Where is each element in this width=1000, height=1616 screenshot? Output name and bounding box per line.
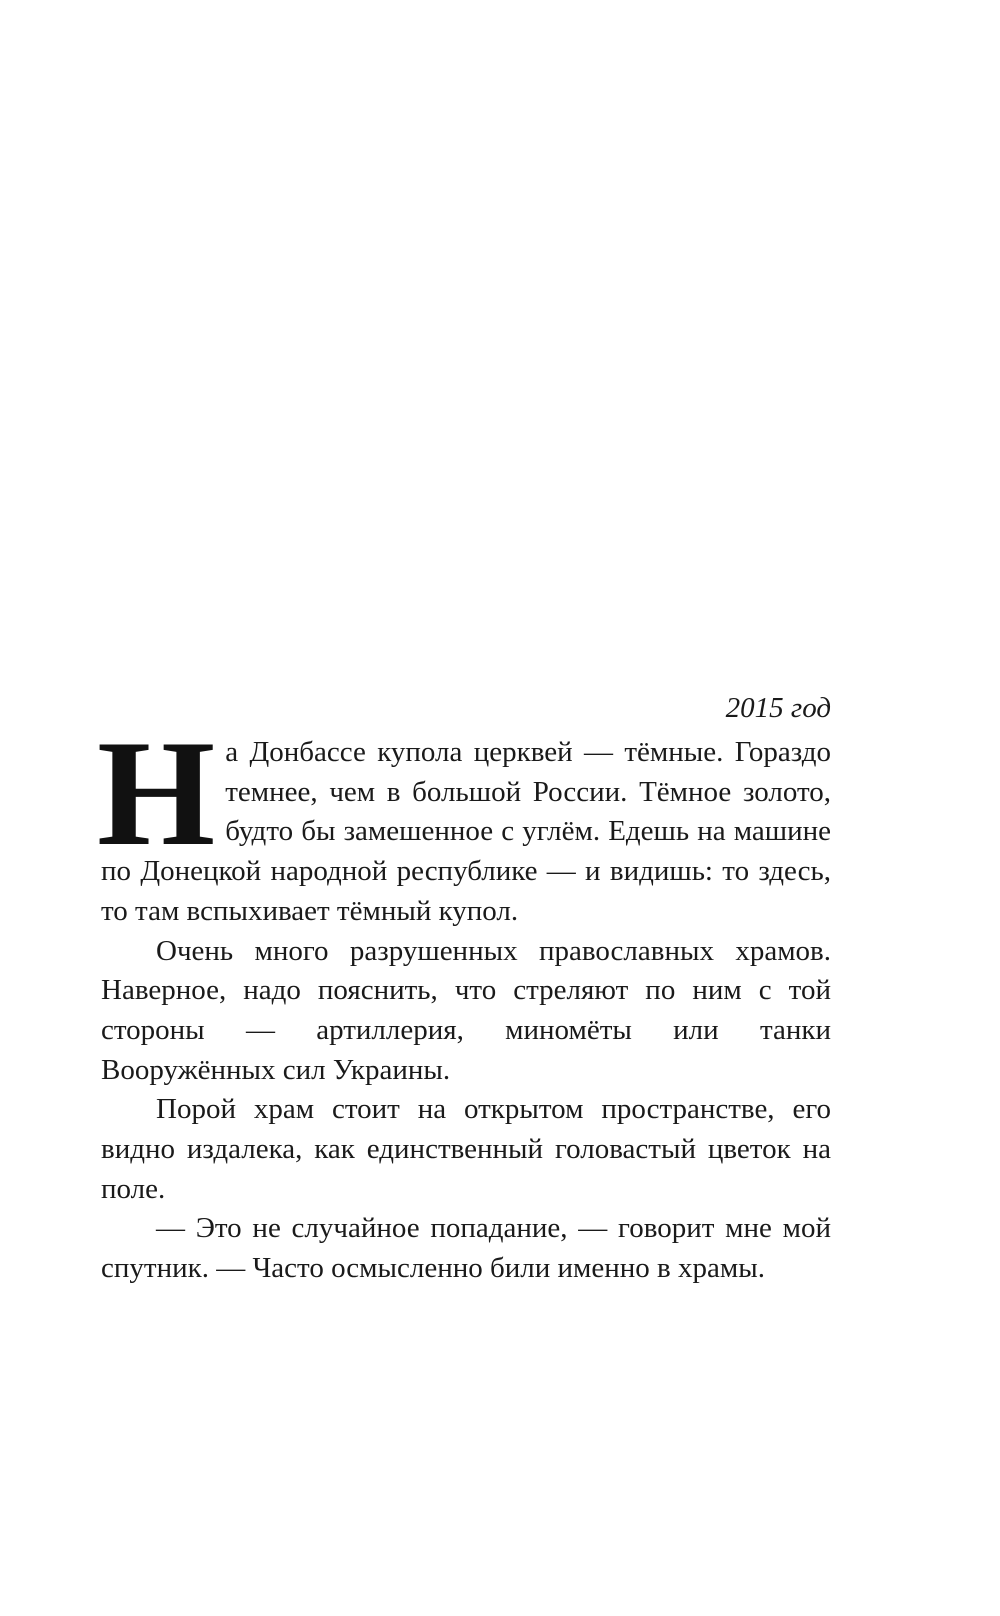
chapter-date: 2015 год: [725, 692, 831, 724]
paragraph-3: Порой храм стоит на открытом пространстве, его видно издалека, как единственный головастый цветок на поле.: [101, 1093, 831, 1205]
drop-cap-letter: Н: [97, 709, 216, 877]
paragraph-4: — Это не случайное попадание, — говорит мне мой спутник. — Часто осмысленно били именно в храмы.: [101, 1212, 831, 1285]
paragraph-1: [97, 709, 831, 932]
paragraph-1-text: а Донбассе купола церквей — тёмные. Гораздо темнее, чем в большой России. Тёмное золото, будто бы замешенное с углём. Едешь на машине по Донецкой народной республике — и видишь: то здесь, то там вспыхивает тёмный купол.: [101, 736, 831, 927]
paragraph-2: Очень много разрушенных православных храмов. Наверное, надо пояснить, что стреляют по ним с той стороны — артиллерия, миномёты или танки Вооружённых сил Украины.: [101, 934, 831, 1086]
chapter-text: [97, 690, 831, 1289]
